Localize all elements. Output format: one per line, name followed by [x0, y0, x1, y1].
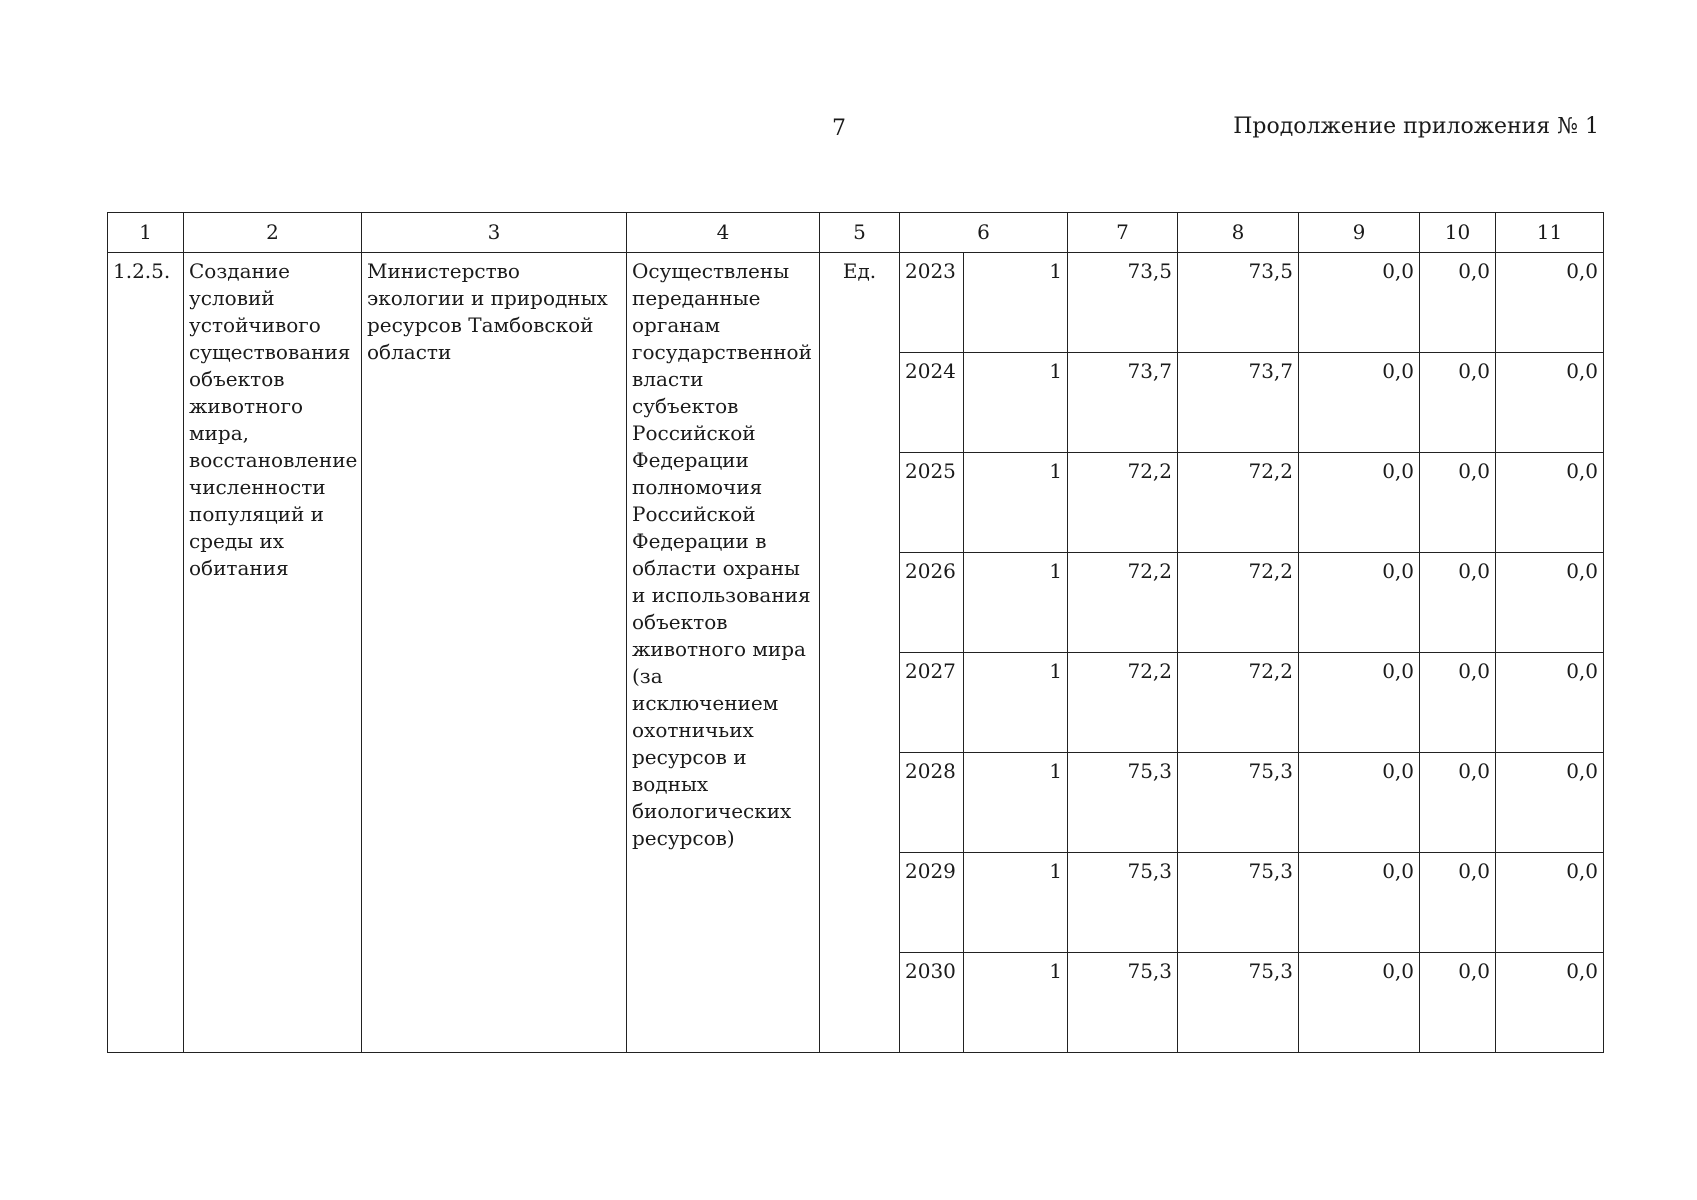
expected-result: Осуществлены переданные органам государственной власти субъектов Российской Федерации полномочия Российской Федерации в области охраны и использования объектов животного мира (за исключением охотничьих ресурсов и водных биологических ресурсов) — [627, 253, 820, 1053]
amount-col10: 0,0 — [1420, 253, 1496, 353]
amount-col9: 0,0 — [1299, 853, 1420, 953]
amount-col7: 73,5 — [1068, 253, 1178, 353]
measures-table — [107, 212, 1604, 1053]
column-number: 7 — [1068, 213, 1178, 253]
column-number: 5 — [820, 213, 900, 253]
amount-col11: 0,0 — [1496, 653, 1604, 753]
column-number: 9 — [1299, 213, 1420, 253]
amount-col11: 0,0 — [1496, 453, 1604, 553]
indicator-value: 1 — [964, 553, 1068, 653]
amount-col11: 0,0 — [1496, 853, 1604, 953]
indicator-value: 1 — [964, 653, 1068, 753]
amount-col10: 0,0 — [1420, 353, 1496, 453]
amount-col9: 0,0 — [1299, 253, 1420, 353]
amount-col10: 0,0 — [1420, 853, 1496, 953]
amount-col7: 75,3 — [1068, 953, 1178, 1053]
amount-col10: 0,0 — [1420, 553, 1496, 653]
amount-col8: 75,3 — [1178, 753, 1299, 853]
year-cell: 2027 — [900, 653, 964, 753]
year-cell: 2024 — [900, 353, 964, 453]
amount-col9: 0,0 — [1299, 653, 1420, 753]
amount-col11: 0,0 — [1496, 953, 1604, 1053]
amount-col9: 0,0 — [1299, 953, 1420, 1053]
year-cell: 2026 — [900, 553, 964, 653]
amount-col11: 0,0 — [1496, 353, 1604, 453]
year-cell: 2029 — [900, 853, 964, 953]
amount-col10: 0,0 — [1420, 653, 1496, 753]
column-number: 3 — [362, 213, 627, 253]
year-cell: 2023 — [900, 253, 964, 353]
amount-col8: 72,2 — [1178, 553, 1299, 653]
amount-col8: 73,7 — [1178, 353, 1299, 453]
row-code: 1.2.5. — [108, 253, 184, 1053]
indicator-value: 1 — [964, 953, 1068, 1053]
column-number: 1 — [108, 213, 184, 253]
year-cell: 2028 — [900, 753, 964, 853]
column-number: 2 — [184, 213, 362, 253]
column-number: 6 — [900, 213, 1068, 253]
amount-col9: 0,0 — [1299, 753, 1420, 853]
column-number: 4 — [627, 213, 820, 253]
column-number: 8 — [1178, 213, 1299, 253]
amount-col11: 0,0 — [1496, 753, 1604, 853]
amount-col10: 0,0 — [1420, 453, 1496, 553]
amount-col8: 72,2 — [1178, 653, 1299, 753]
amount-col8: 75,3 — [1178, 953, 1299, 1053]
amount-col9: 0,0 — [1299, 453, 1420, 553]
amount-col11: 0,0 — [1496, 553, 1604, 653]
column-number-row — [108, 213, 1604, 253]
table-row — [108, 253, 1604, 353]
indicator-value: 1 — [964, 853, 1068, 953]
amount-col9: 0,0 — [1299, 553, 1420, 653]
amount-col7: 75,3 — [1068, 853, 1178, 953]
amount-col7: 75,3 — [1068, 753, 1178, 853]
executor-name: Министерство экологии и природных ресурсов Тамбовской области — [362, 253, 627, 1053]
amount-col9: 0,0 — [1299, 353, 1420, 453]
measure-name: Создание условий устойчивого существования объектов животного мира, восстановление численности популяций и среды их обитания — [184, 253, 362, 1053]
indicator-value: 1 — [964, 453, 1068, 553]
amount-col8: 75,3 — [1178, 853, 1299, 953]
amount-col10: 0,0 — [1420, 753, 1496, 853]
amount-col7: 72,2 — [1068, 553, 1178, 653]
amount-col8: 72,2 — [1178, 453, 1299, 553]
unit-of-measure: Ед. — [820, 253, 900, 1053]
amount-col7: 72,2 — [1068, 453, 1178, 553]
amount-col11: 0,0 — [1496, 253, 1604, 353]
year-cell: 2025 — [900, 453, 964, 553]
amount-col10: 0,0 — [1420, 953, 1496, 1053]
indicator-value: 1 — [964, 753, 1068, 853]
amount-col8: 73,5 — [1178, 253, 1299, 353]
indicator-value: 1 — [964, 253, 1068, 353]
page-number: 7 — [832, 116, 846, 141]
year-cell: 2030 — [900, 953, 964, 1053]
appendix-continuation-note: Продолжение приложения № 1 — [1233, 114, 1599, 139]
indicator-value: 1 — [964, 353, 1068, 453]
column-number: 10 — [1420, 213, 1496, 253]
column-number: 11 — [1496, 213, 1604, 253]
amount-col7: 72,2 — [1068, 653, 1178, 753]
amount-col7: 73,7 — [1068, 353, 1178, 453]
